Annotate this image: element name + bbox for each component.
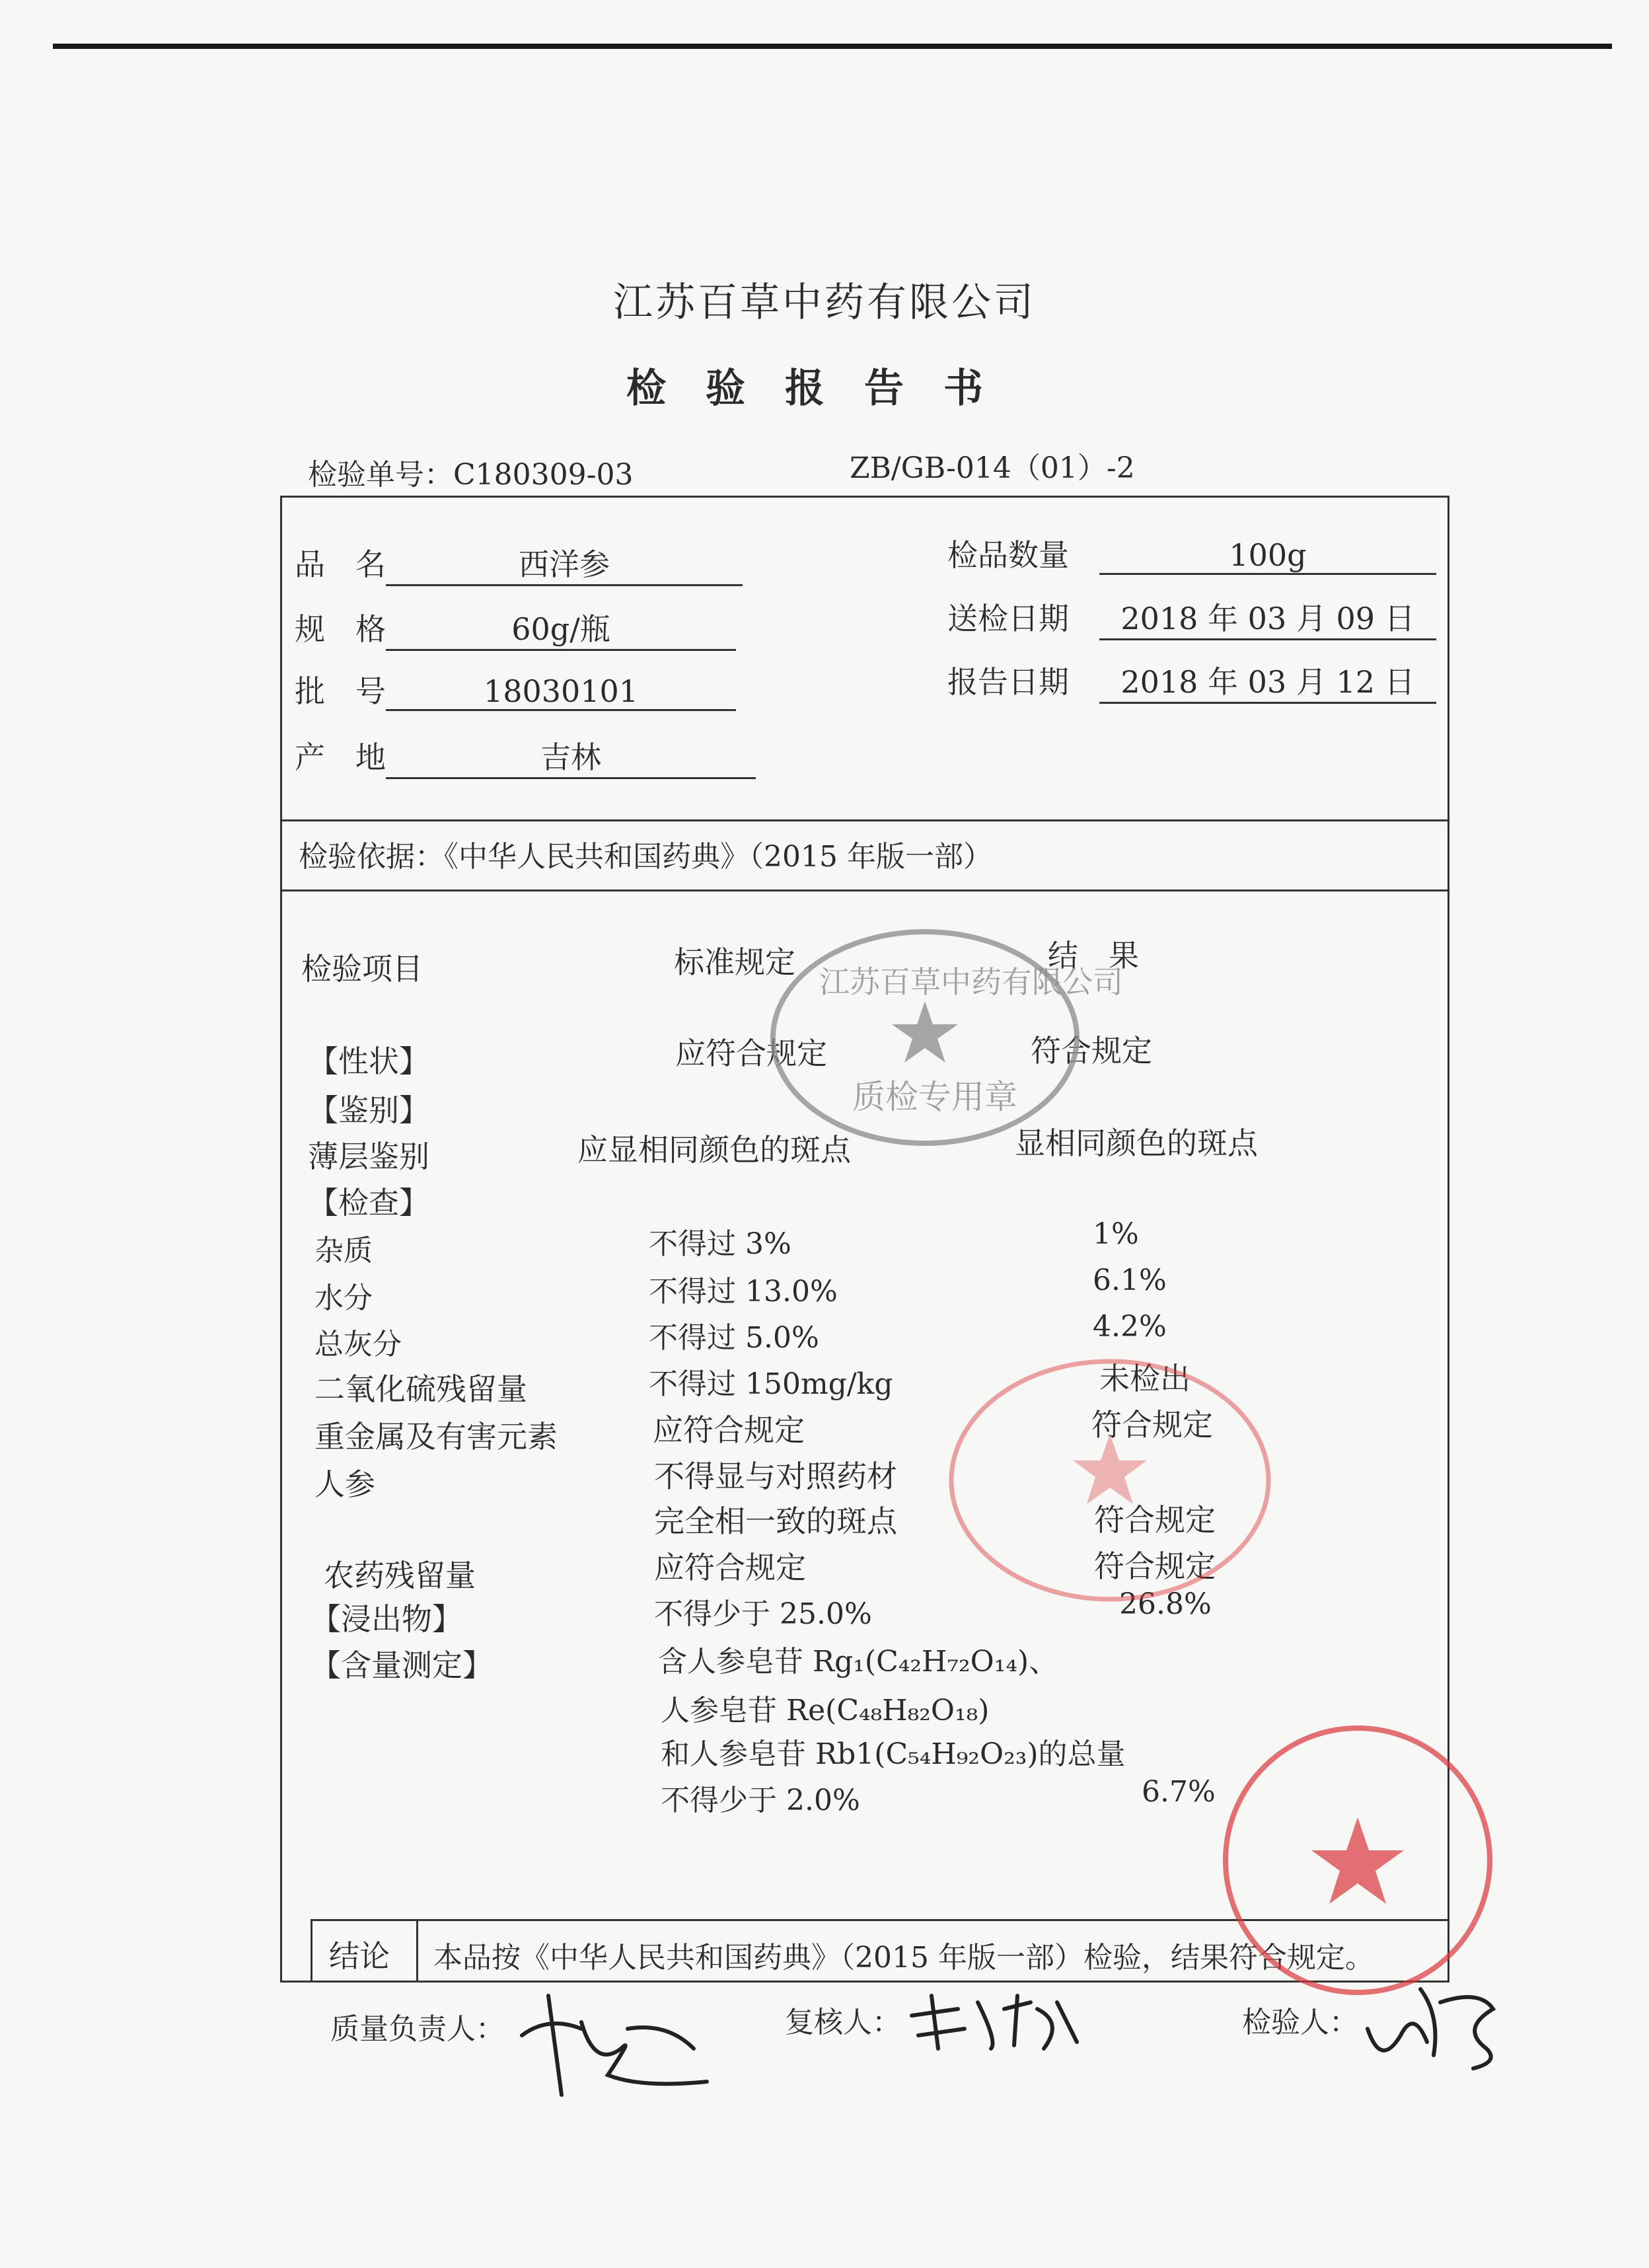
table-row-item: 薄层鉴别 [308, 1139, 429, 1174]
quality-manager-signature [509, 1989, 720, 2101]
name-value: 西洋参 [386, 541, 743, 586]
report-no-label: 检验单号： [308, 458, 453, 492]
conclusion-label: 结论 [329, 1938, 390, 1974]
conclusion-col-divider [416, 1919, 418, 1983]
name-field [295, 541, 743, 586]
table-row-item: 人参 [314, 1466, 375, 1502]
red-stamp-middle [945, 1355, 1275, 1606]
report-title: 检验报告书 [626, 365, 1023, 412]
qty-field [947, 531, 1436, 575]
basis-value: 《中华人民共和国药典》（2015 年版一部） [444, 840, 992, 874]
divider-basis [280, 889, 1449, 891]
table-row-item: 重金属及有害元素 [314, 1419, 558, 1455]
submit-date-label: 送检日期 [947, 601, 1069, 636]
table-row-result: 1% [1093, 1217, 1139, 1251]
table-row-item: 【浸出物】 [311, 1601, 462, 1637]
report-number [308, 451, 634, 493]
col-header-std: 标准规定 [674, 944, 795, 980]
origin-field [295, 734, 756, 779]
table-row-result: 4.2% [1093, 1310, 1167, 1343]
qty-label: 检品数量 [947, 537, 1069, 573]
company-name: 江苏百草中药有限公司 [613, 280, 1036, 326]
red-stamp-bottom [1216, 1718, 1500, 2002]
table-row-std: 不得过 13.0% [649, 1275, 838, 1308]
divider-info [280, 819, 1449, 821]
basis-line [299, 833, 992, 875]
reviewer-signature [905, 1983, 1083, 2062]
col-header-result: 结 果 [1048, 938, 1139, 973]
qc-stamp-gray-text: 江苏百草中药有限公司 [819, 964, 1123, 1000]
table-row-result: 符合规定 [1091, 1407, 1213, 1443]
table-row-result: 符合规定 [1031, 1033, 1152, 1069]
table-row-item: 【性状】 [308, 1043, 429, 1079]
table-row-result: 显相同颜色的斑点 [1015, 1125, 1258, 1161]
spec-label: 规 格 [295, 611, 386, 647]
table-row-std: 应符合规定 [675, 1036, 827, 1071]
basis-label: 检验依据： [299, 840, 444, 874]
table-row-item: 杂质 [314, 1234, 373, 1267]
table-row-result: 26.8% [1119, 1587, 1212, 1621]
table-row-item: 【含量测定】 [311, 1647, 493, 1683]
report-date-value: 2018 年 03 月 12 日 [1099, 658, 1436, 704]
origin-label: 产 地 [295, 739, 386, 775]
batch-field [295, 667, 736, 711]
spec-field [295, 605, 736, 651]
table-row-std: 不得少于 2.0% [661, 1784, 860, 1817]
table-row-item: 二氧化硫残留量 [314, 1371, 527, 1407]
conclusion-text: 本品按《中华人民共和国药典》（2015 年版一部）检验，结果符合规定。 [433, 1941, 1374, 1975]
table-row-std: 应符合规定 [654, 1550, 806, 1585]
conclusion-left-edge [311, 1919, 312, 1983]
report-date-field [947, 658, 1436, 704]
table-row-item: 【检查】 [308, 1185, 429, 1221]
quality-manager-label: 质量负责人： [330, 2012, 505, 2046]
top-rule [53, 44, 1612, 49]
table-row-std: 含人参皂苷 Rg₁(C₄₂H₇₂O₁₄)、 [658, 1645, 1058, 1679]
table-row-item: 农药残留量 [324, 1558, 476, 1593]
name-label: 品 名 [295, 547, 386, 582]
table-row-result: 符合规定 [1094, 1548, 1216, 1584]
table-row-result: 符合规定 [1094, 1502, 1216, 1538]
table-row-std: 不得过 3% [649, 1227, 791, 1261]
table-row-std: 不得少于 25.0% [654, 1597, 872, 1631]
report-no-value: C180309-03 [453, 458, 634, 492]
table-row-std: 完全相一致的斑点 [654, 1503, 897, 1539]
table-row-item: 【鉴别】 [308, 1092, 429, 1128]
batch-label: 批 号 [295, 673, 386, 709]
submit-date-value: 2018 年 03 月 09 日 [1099, 595, 1436, 640]
table-row-std: 和人参皂苷 Rb1(C₅₄H₉₂O₂₃)的总量 [661, 1737, 1126, 1771]
table-row-result: 6.7% [1142, 1775, 1216, 1809]
col-header-item: 检验项目 [301, 951, 423, 987]
batch-value: 18030101 [386, 673, 736, 711]
table-row-std: 不得显与对照药材 [654, 1458, 897, 1494]
table-row-item: 水分 [314, 1281, 373, 1315]
inspector-label: 检验人： [1242, 2006, 1358, 2039]
report-date-label: 报告日期 [947, 664, 1069, 700]
submit-date-field [947, 595, 1436, 640]
table-row-item: 总灰分 [314, 1328, 402, 1361]
table-row-std: 人参皂苷 Re(C₄₈H₈₂O₁₈) [661, 1694, 990, 1727]
table-row-std: 应符合规定 [653, 1412, 805, 1448]
qty-value: 100g [1099, 537, 1436, 575]
table-row-std: 应显相同颜色的斑点 [577, 1132, 851, 1168]
qc-stamp-gray-sub: 质检专用章 [852, 1078, 1017, 1116]
table-row-result: 未检出 [1099, 1361, 1191, 1396]
table-row-result: 6.1% [1093, 1264, 1167, 1297]
table-row-std: 不得过 5.0% [649, 1321, 819, 1355]
origin-value: 吉林 [386, 734, 756, 779]
spec-value: 60g/瓶 [386, 605, 736, 651]
table-row-std: 不得过 150mg/kg [649, 1367, 893, 1401]
reviewer-label: 复核人： [785, 2006, 901, 2039]
form-code: ZB/GB-014（01）-2 [850, 451, 1135, 485]
